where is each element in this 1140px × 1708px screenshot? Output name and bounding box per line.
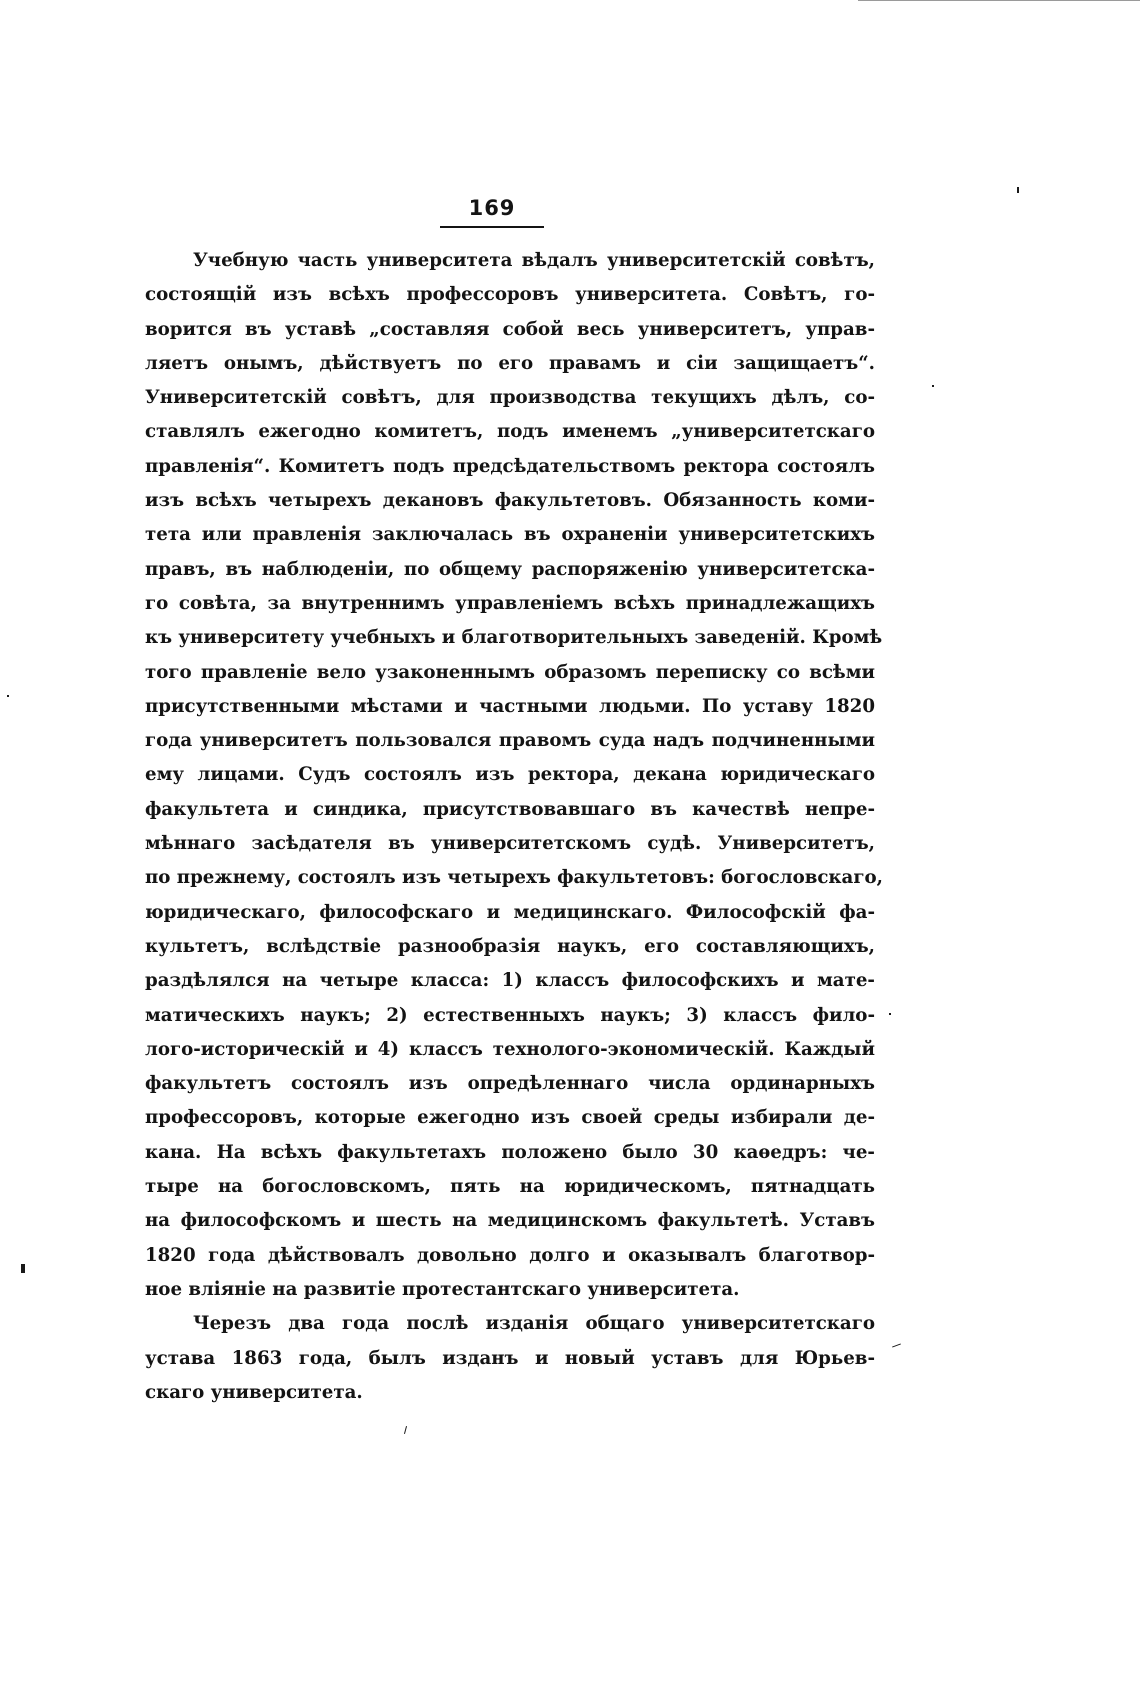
text-line: на философскомъ и шесть на медицинскомъ факультетѣ. Уставъ <box>145 1210 875 1232</box>
text-line: устава 1863 года, былъ изданъ и новый уставъ для Юрьев- <box>145 1347 875 1369</box>
text-line: факультетъ состоялъ изъ опредѣленнаго числа ординарныхъ <box>145 1073 875 1095</box>
text-line: Учебную часть университета вѣдалъ университетскій совѣтъ, <box>193 250 875 271</box>
text-line: ворится въ уставѣ „составляя собой весь университетъ, управ- <box>145 318 875 340</box>
scan-edge-rule <box>858 0 1140 4</box>
text-line: ное вліяніе на развитіе протестантскаго университета. <box>145 1278 740 1300</box>
text-line: факультета и синдика, присутствовавшаго въ качествѣ непре- <box>145 798 875 820</box>
text-line: кана. На всѣхъ факультетахъ положено было 30 каѳедръ: че- <box>145 1141 875 1163</box>
text-line: го совѣта, за внутреннимъ управленіемъ всѣхъ принадлежащихъ <box>145 592 875 614</box>
scan-speck <box>932 385 934 387</box>
body-text <box>145 244 883 1410</box>
text-line: того правленіе вело узаконеннымъ образомъ переписку со всѣми <box>145 661 875 683</box>
text-line: ставлялъ ежегодно комитетъ, подъ именемъ „университетскаго <box>145 421 875 443</box>
scan-speck <box>892 1343 901 1347</box>
paragraph <box>145 1307 875 1410</box>
scan-speck <box>404 1426 407 1434</box>
text-line: мѣннаго засѣдателя въ университетскомъ судѣ. Университетъ, <box>145 833 875 855</box>
text-line: скаго университета. <box>145 1381 363 1403</box>
text-line: Университетскій совѣтъ, для производства текущихъ дѣлъ, со- <box>145 387 875 409</box>
text-line: года университетъ пользовался правомъ суда надъ подчиненными <box>145 730 875 752</box>
scan-speck <box>7 695 9 697</box>
scan-speck <box>889 1013 891 1015</box>
scan-speck <box>21 1264 25 1273</box>
paragraph <box>145 244 883 1307</box>
text-line: по прежнему, состоялъ изъ четырехъ факультетовъ: богословскаго, <box>145 867 883 889</box>
text-line: тета или правленія заключалась въ охраненіи университетскихъ <box>145 524 875 546</box>
text-line: 1820 года дѣйствовалъ довольно долго и оказывалъ благотвор- <box>145 1244 875 1266</box>
scan-speck <box>1017 187 1019 193</box>
text-line: ляетъ онымъ, дѣйствуетъ по его правамъ и сіи защищаетъ“. <box>145 352 875 374</box>
text-line: присутственными мѣстами и частными людьми. По уставу 1820 <box>145 695 875 717</box>
text-line: юридическаго, философскаго и медицинскаго. Философскій фа- <box>145 901 875 923</box>
text-line: тыре на богословскомъ, пять на юридическомъ, пятнадцать <box>145 1176 875 1198</box>
text-line: Черезъ два года послѣ изданія общаго университетскаго <box>193 1313 875 1335</box>
text-line: лого-историческій и 4) классъ технолого-экономическій. Каждый <box>145 1038 875 1060</box>
text-line: культетъ, вслѣдствіе разнообразія наукъ, его составляющихъ, <box>145 935 875 957</box>
text-line: профессоровъ, которые ежегодно изъ своей среды избирали де- <box>145 1107 875 1129</box>
text-line: изъ всѣхъ четырехъ декановъ факультетовъ. Обязанность коми- <box>145 490 875 512</box>
text-line: матическихъ наукъ; 2) естественныхъ наукъ; 3) классъ фило- <box>145 1004 875 1026</box>
text-line: правленія“. Комитетъ подъ предсѣдательствомъ ректора состоялъ <box>145 455 875 477</box>
text-line: къ университету учебныхъ и благотворительныхъ заведеній. Кромѣ <box>145 627 883 649</box>
text-line: правъ, въ наблюденіи, по общему распоряженію университетска- <box>145 558 875 580</box>
page-number: 169 <box>440 196 544 228</box>
text-line: ему лицами. Судъ состоялъ изъ ректора, декана юридическаго <box>145 764 875 786</box>
text-line: состоящій изъ всѣхъ профессоровъ университета. Совѣтъ, го- <box>145 284 875 306</box>
text-line: раздѣлялся на четыре класса: 1) классъ философскихъ и мате- <box>145 970 875 992</box>
